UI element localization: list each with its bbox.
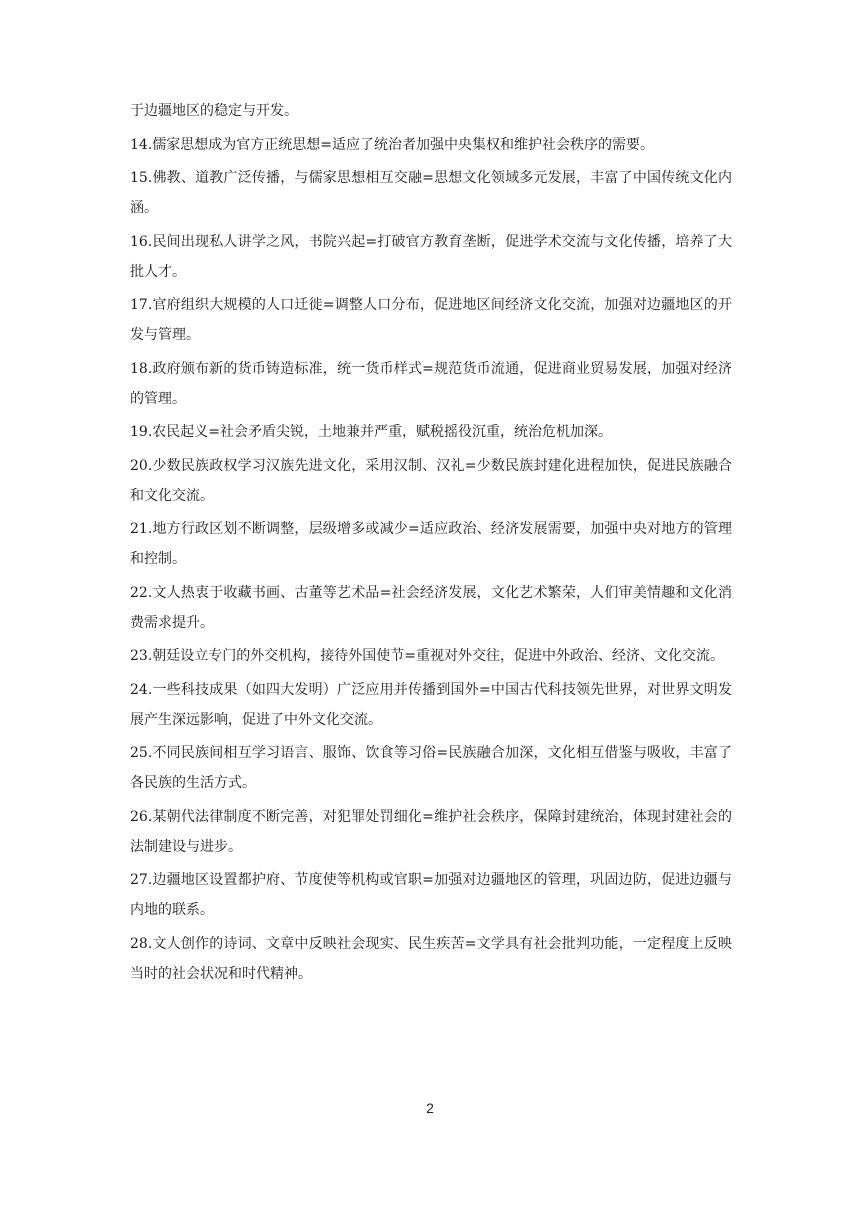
paragraph-item-19: 19.农民起义=社会矛盾尖锐，土地兼并严重，赋税摇役沉重，统治危机加深。 bbox=[130, 424, 612, 440]
paragraph-item-14: 14.儒家思想成为官方正统思想=适应了统治者加强中央集权和维护社会秩序的需要。 bbox=[130, 136, 654, 153]
paragraph-item-24: 24.一些科技成果（如四大发明）广泛应用并传播到国外=中国古代科技领先世界，对世界文明发展产生深远影响，促进了中外文化交流。 bbox=[130, 681, 732, 728]
paragraph-item-23: 23.朝廷设立专门的外交机构，接待外国使节=重视对外交往，促进中外政治、经济、文化交流。 bbox=[130, 648, 724, 664]
document-body bbox=[130, 96, 732, 992]
paragraph-item-20: 20.少数民族政权学习汉族先进文化，采用汉制、汉礼=少数民族封建化进程加快，促进民族融合和文化交流。 bbox=[130, 457, 732, 504]
paragraph-continuation: 于边疆地区的稳定与开发。 bbox=[130, 103, 298, 119]
paragraph-item-26: 26.某朝代法律制度不断完善，对犯罪处罚细化=维护社会秩序，保障封建统治，体现封建社会的法制建设与进步。 bbox=[130, 808, 732, 855]
paragraph-item-22: 22.文人热衷于收藏书画、古董等艺术品=社会经济发展，文化艺术繁荣，人们审美情趣和文化消费需求提升。 bbox=[130, 584, 732, 631]
paragraph-item-28: 28.文人创作的诗词、文章中反映社会现实、民生疾苦=文学具有社会批判功能，一定程度上反映当时的社会状况和时代精神。 bbox=[130, 935, 732, 982]
paragraph-item-25: 25.不同民族间相互学习语言、服饰、饮食等习俗=民族融合加深，文化相互借鉴与吸收，丰富了各民族的生活方式。 bbox=[130, 745, 732, 791]
paragraph-item-16: 16.民间出现私人讲学之风，书院兴起=打破官方教育垄断，促进学术交流与文化传播，培养了大批人才。 bbox=[130, 233, 732, 280]
paragraph-item-27: 27.边疆地区设置都护府、节度使等机构或官职=加强对边疆地区的管理，巩固边防，促进边疆与内地的联系。 bbox=[130, 872, 732, 918]
paragraph-item-21: 21.地方行政区划不断调整，层级增多或减少=适应政治、经济发展需要，加强中央对地方的管理和控制。 bbox=[130, 521, 732, 567]
paragraph-item-18: 18.政府颁布新的货币铸造标准，统一货币样式=规范货币流通，促进商业贸易发展，加强对经济的管理。 bbox=[130, 360, 732, 407]
paragraph-item-17: 17.官府组织大规模的人口迁徙=调整人口分布，促进地区间经济文化交流，加强对边疆地区的开发与管理。 bbox=[130, 297, 732, 343]
page-number: 2 bbox=[426, 1100, 434, 1116]
paragraph-item-15: 15.佛教、道教广泛传播，与儒家思想相互交融=思想文化领域多元发展，丰富了中国传统文化内涵。 bbox=[130, 170, 732, 216]
